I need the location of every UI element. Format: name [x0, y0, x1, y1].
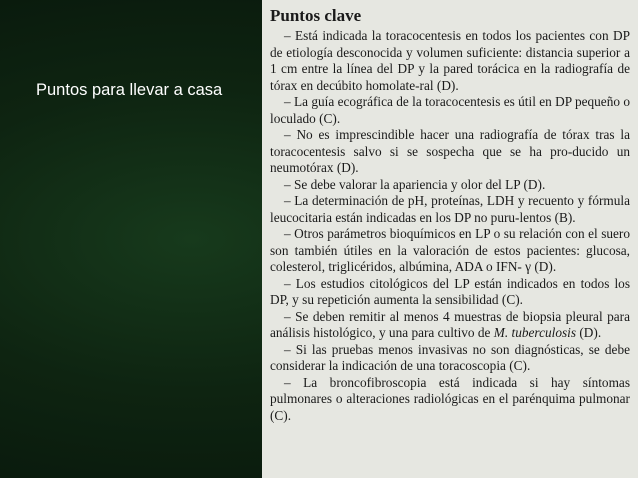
key-point-8-grade: (D).	[576, 325, 602, 340]
key-point-2: – La guía ecográfica de la toracocentesis es útil en DP pequeño o loculado (C).	[270, 94, 630, 126]
document-heading: Puntos clave	[270, 6, 362, 25]
key-point-8	[270, 309, 630, 342]
key-points-document	[262, 0, 638, 478]
slide-title: Puntos para llevar a casa	[36, 81, 223, 99]
key-point-3: – No es imprescindible hacer una radiografía de tórax tras la toracocentesis salvo si se sospecha que se ha pro-ducido un neumotórax (D).	[270, 127, 630, 175]
key-point-1: – Está indicada la toracocentesis en todos los pacientes con DP de etiología desconocida y volumen suficiente: distancia superior a 1 cm entre la línea del DP y la pared torácica en la radiografía de tórax en decúbito homolate-ral (D).	[270, 28, 630, 93]
key-point-8-species: M. tuberculosis	[493, 325, 577, 340]
key-point-9: – Si las pruebas menos invasivas no son diagnósticas, se debe considerar la indicación de una toracoscopia (C).	[270, 341, 630, 373]
key-point-4: – Se debe valorar la apariencia y olor del LP (D).	[284, 176, 546, 192]
key-point-10: – La broncofibroscopia está indicada si hay síntomas pulmonares o alteraciones radiológicas en el parénquima pulmonar (C).	[270, 374, 630, 423]
key-point-8-text: – Se deben remitir al menos 4 muestras de biopsia pleural para análisis histológico, y una para cultivo de	[270, 308, 630, 340]
key-point-5: – La determinación de pH, proteínas, LDH y recuento y fórmula leucocitaria están indicadas en los DP no puru-lentos (B).	[270, 193, 630, 225]
key-point-7: – Los estudios citológicos del LP están indicados en todos los DP, y su repetición aumenta la sensibilidad (C).	[270, 275, 630, 307]
key-point-6: – Otros parámetros bioquímicos en LP o su relación con el suero son también útiles en la valoración de estos pacientes: glucosa, colesterol, triglicéridos, albúmina, ADA o IFN- γ (D).	[270, 226, 630, 274]
